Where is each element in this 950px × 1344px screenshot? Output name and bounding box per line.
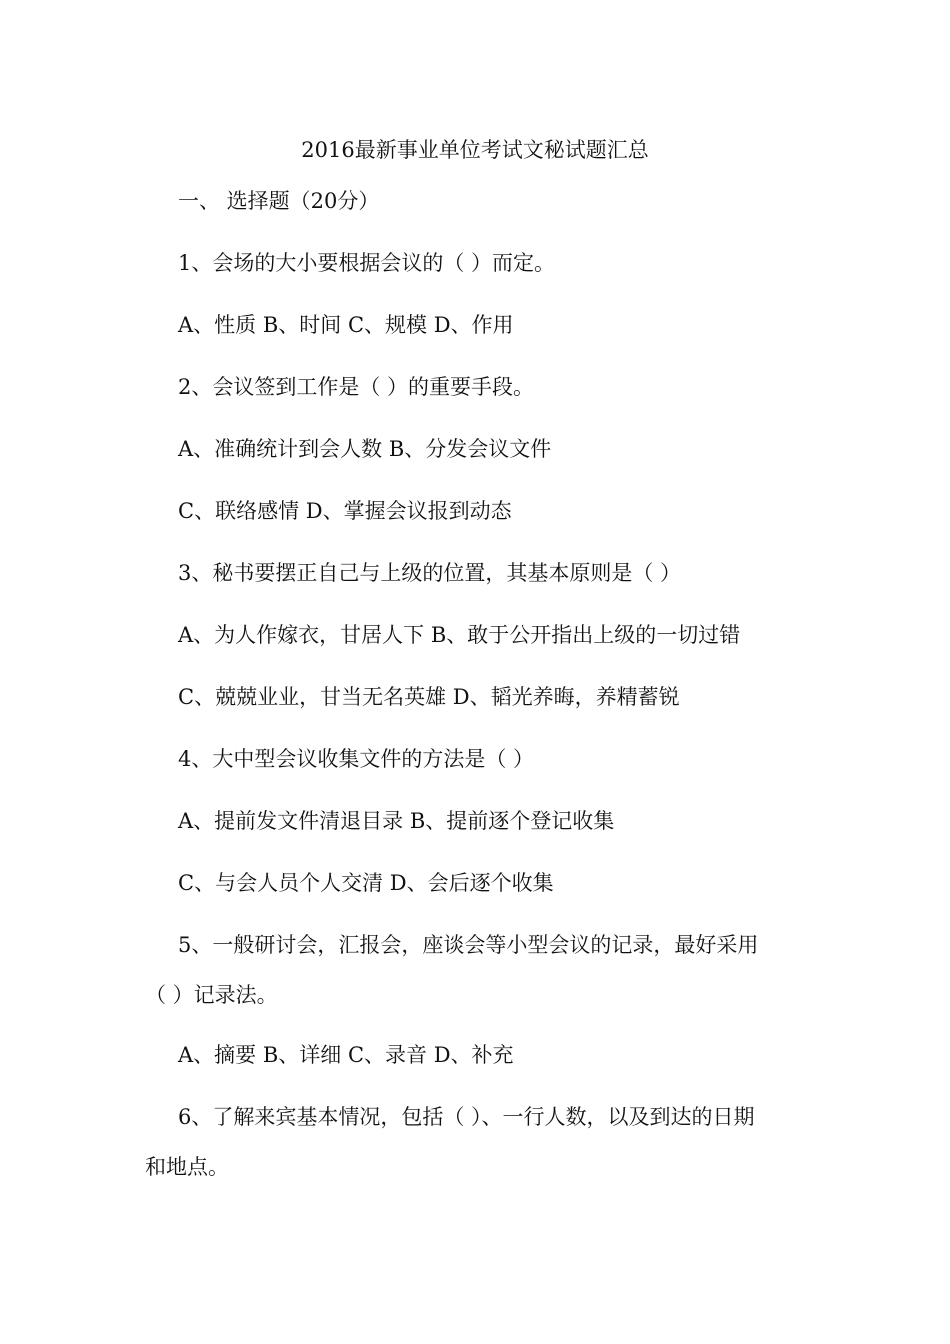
question-3-options-ab: A、为人作嫁衣，甘居人下 B、敢于公开指出上级的一切过错 xyxy=(178,623,741,647)
question-4-options-ab: A、提前发文件清退目录 B、提前逐个登记收集 xyxy=(178,809,615,833)
question-4: 4、大中型会议收集文件的方法是（ ） xyxy=(178,747,535,771)
question-5: 5、一般研讨会，汇报会，座谈会等小型会议的记录，最好采用 xyxy=(178,933,759,957)
question-2-options-ab: A、准确统计到会人数 B、分发会议文件 xyxy=(178,437,552,461)
question-2-options-cd: C、联络感情 D、掌握会议报到动态 xyxy=(178,499,512,523)
question-2: 2、会议签到工作是（ ）的重要手段。 xyxy=(178,375,535,399)
document-title: 2016最新事业单位考试文秘试题汇总 xyxy=(301,138,649,162)
question-1: 1、会场的大小要根据会议的（ ）而定。 xyxy=(178,251,556,275)
question-5-options: A、摘要 B、详细 C、录音 D、补充 xyxy=(178,1043,514,1067)
question-4-options-cd: C、与会人员个人交清 D、会后逐个收集 xyxy=(178,871,554,895)
question-1-options: A、性质 B、时间 C、规模 D、作用 xyxy=(178,313,514,337)
question-3: 3、秘书要摆正自己与上级的位置，其基本原则是（ ） xyxy=(178,561,682,585)
question-5-continued: （ ）记录法。 xyxy=(145,983,278,1007)
question-6-continued: 和地点。 xyxy=(145,1155,229,1179)
question-3-options-cd: C、兢兢业业，甘当无名英雄 D、韬光养晦，养精蓄锐 xyxy=(178,685,680,709)
section-heading: 一、 选择题（20分） xyxy=(178,189,380,213)
question-6: 6、了解来宾基本情况，包括（ ）、一行人数，以及到达的日期 xyxy=(178,1105,755,1129)
